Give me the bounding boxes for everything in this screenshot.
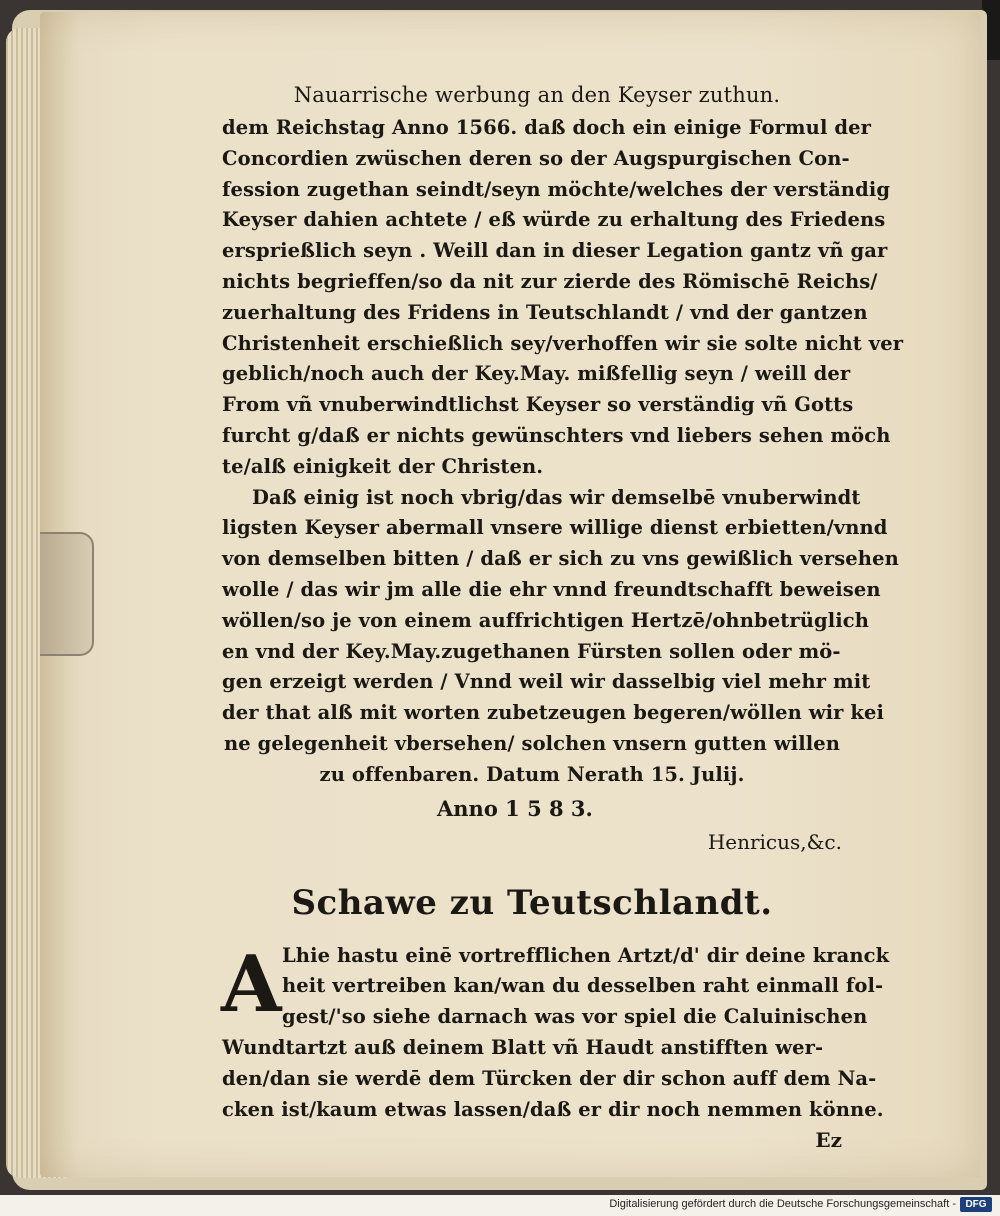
text-line: den/dan sie werdē dem Türcken der dir schon auff dem Na- [222,1066,877,1090]
text-line: von demselben bitten / daß er sich zu vns gewißlich versehen [222,547,899,571]
section-heading: Schawe zu Teutschlandt. [291,882,773,923]
text-line: wolle / das wir jm alle die ehr vnnd freundtschafft beweisen [222,577,881,601]
text-line: ne gelegenheit vbersehen/ solchen vnsern gutten willen [223,731,841,755]
text-line: Lhie hastu einē vortrefflichen Artzt/d' dir deine kranck [282,943,890,967]
letter-paragraph-1 [222,113,904,483]
text-line: dem Reichstag Anno 1566. daß doch ein einige Formul der [222,116,871,139]
section-paragraph [221,938,890,1126]
text-line: fession zugethan seindt/seyn möchte/welches der verständig [222,177,891,201]
text-line: heit vertreiben kan/wan du desselben raht einmall fol- [282,974,884,998]
funding-credit: Digitalisierung gefördert durch die Deutsche Forschungsgemeinschaft - [609,1198,956,1210]
text-line: furcht g/daß er nichts gewünschters vnd liebers sehen möch [222,423,891,447]
signature: Henricus,&c. [707,829,842,854]
drop-initial: A [221,938,282,1030]
text-line: gest/'so siehe darnach was vor spiel die Caluinischen [282,1005,868,1029]
text-line: cken ist/kaum etwas lassen/daß er dir noch nemmen könne. [222,1097,884,1121]
page-clip [40,532,94,656]
date-line: zu offenbaren. Datum Nerath 15. Julij. [319,762,745,786]
text-line: Daß einig ist noch vbrig/das wir demselbē vnuberwindt [252,485,861,509]
running-header: Nauarrische werbung an den Keyser zuthun. [293,83,781,107]
catchword: Ez [815,1128,842,1153]
text-line: der that alß mit worten zubetzeugen begeren/wöllen wir kei [222,701,885,725]
text-line: Keyser dahien achtete / eß würde zu erhaltung des Friedens [222,208,886,232]
text-line: zuerhaltung des Fridens in Teutschlandt / vnd der gantzen [222,300,868,324]
text-line: Christenheit erschießlich sey/verhoffen wir sie solte nicht ver [222,331,904,355]
text-line: nichts begrieffen/so da nit zur zierde des Römischē Reichs/ [222,269,878,293]
page-text [221,83,904,1155]
text-line: Concordien zwüschen deren so der Augspurgischen Con- [222,146,850,170]
footer-bar [0,1195,1000,1216]
dfg-logo: DFG [960,1197,992,1212]
text-line: Wundtartzt auß deinem Blatt vñ Haudt anstifften wer- [222,1035,824,1059]
text-line: en vnd der Key.May.zugethanen Fürsten sollen oder mö- [222,639,841,663]
text-line: geblich/noch auch der Key.May. mißfellig seyn / weill der [222,362,851,386]
text-line: ersprießlich seyn . Weill dan in dieser Legation gantz vñ gar [222,239,888,263]
text-line: ligsten Keyser abermall vnsere willige dienst erbietten/vnnd [222,516,888,540]
text-line: From vñ vnuberwindtlichst Keyser so verständig vñ Gotts [222,393,854,417]
text-line: wöllen/so je von einem auffrichtigen Hertzē/ohnbetrüglich [222,608,869,632]
letter-paragraph-2 [222,483,899,791]
text-line: gen erzeigt werden / Vnnd weil wir dasselbig viel mehr mit [222,670,871,694]
anno-line: Anno 1 5 8 3. [437,795,593,821]
text-line: te/alß einigkeit der Christen. [222,454,544,478]
